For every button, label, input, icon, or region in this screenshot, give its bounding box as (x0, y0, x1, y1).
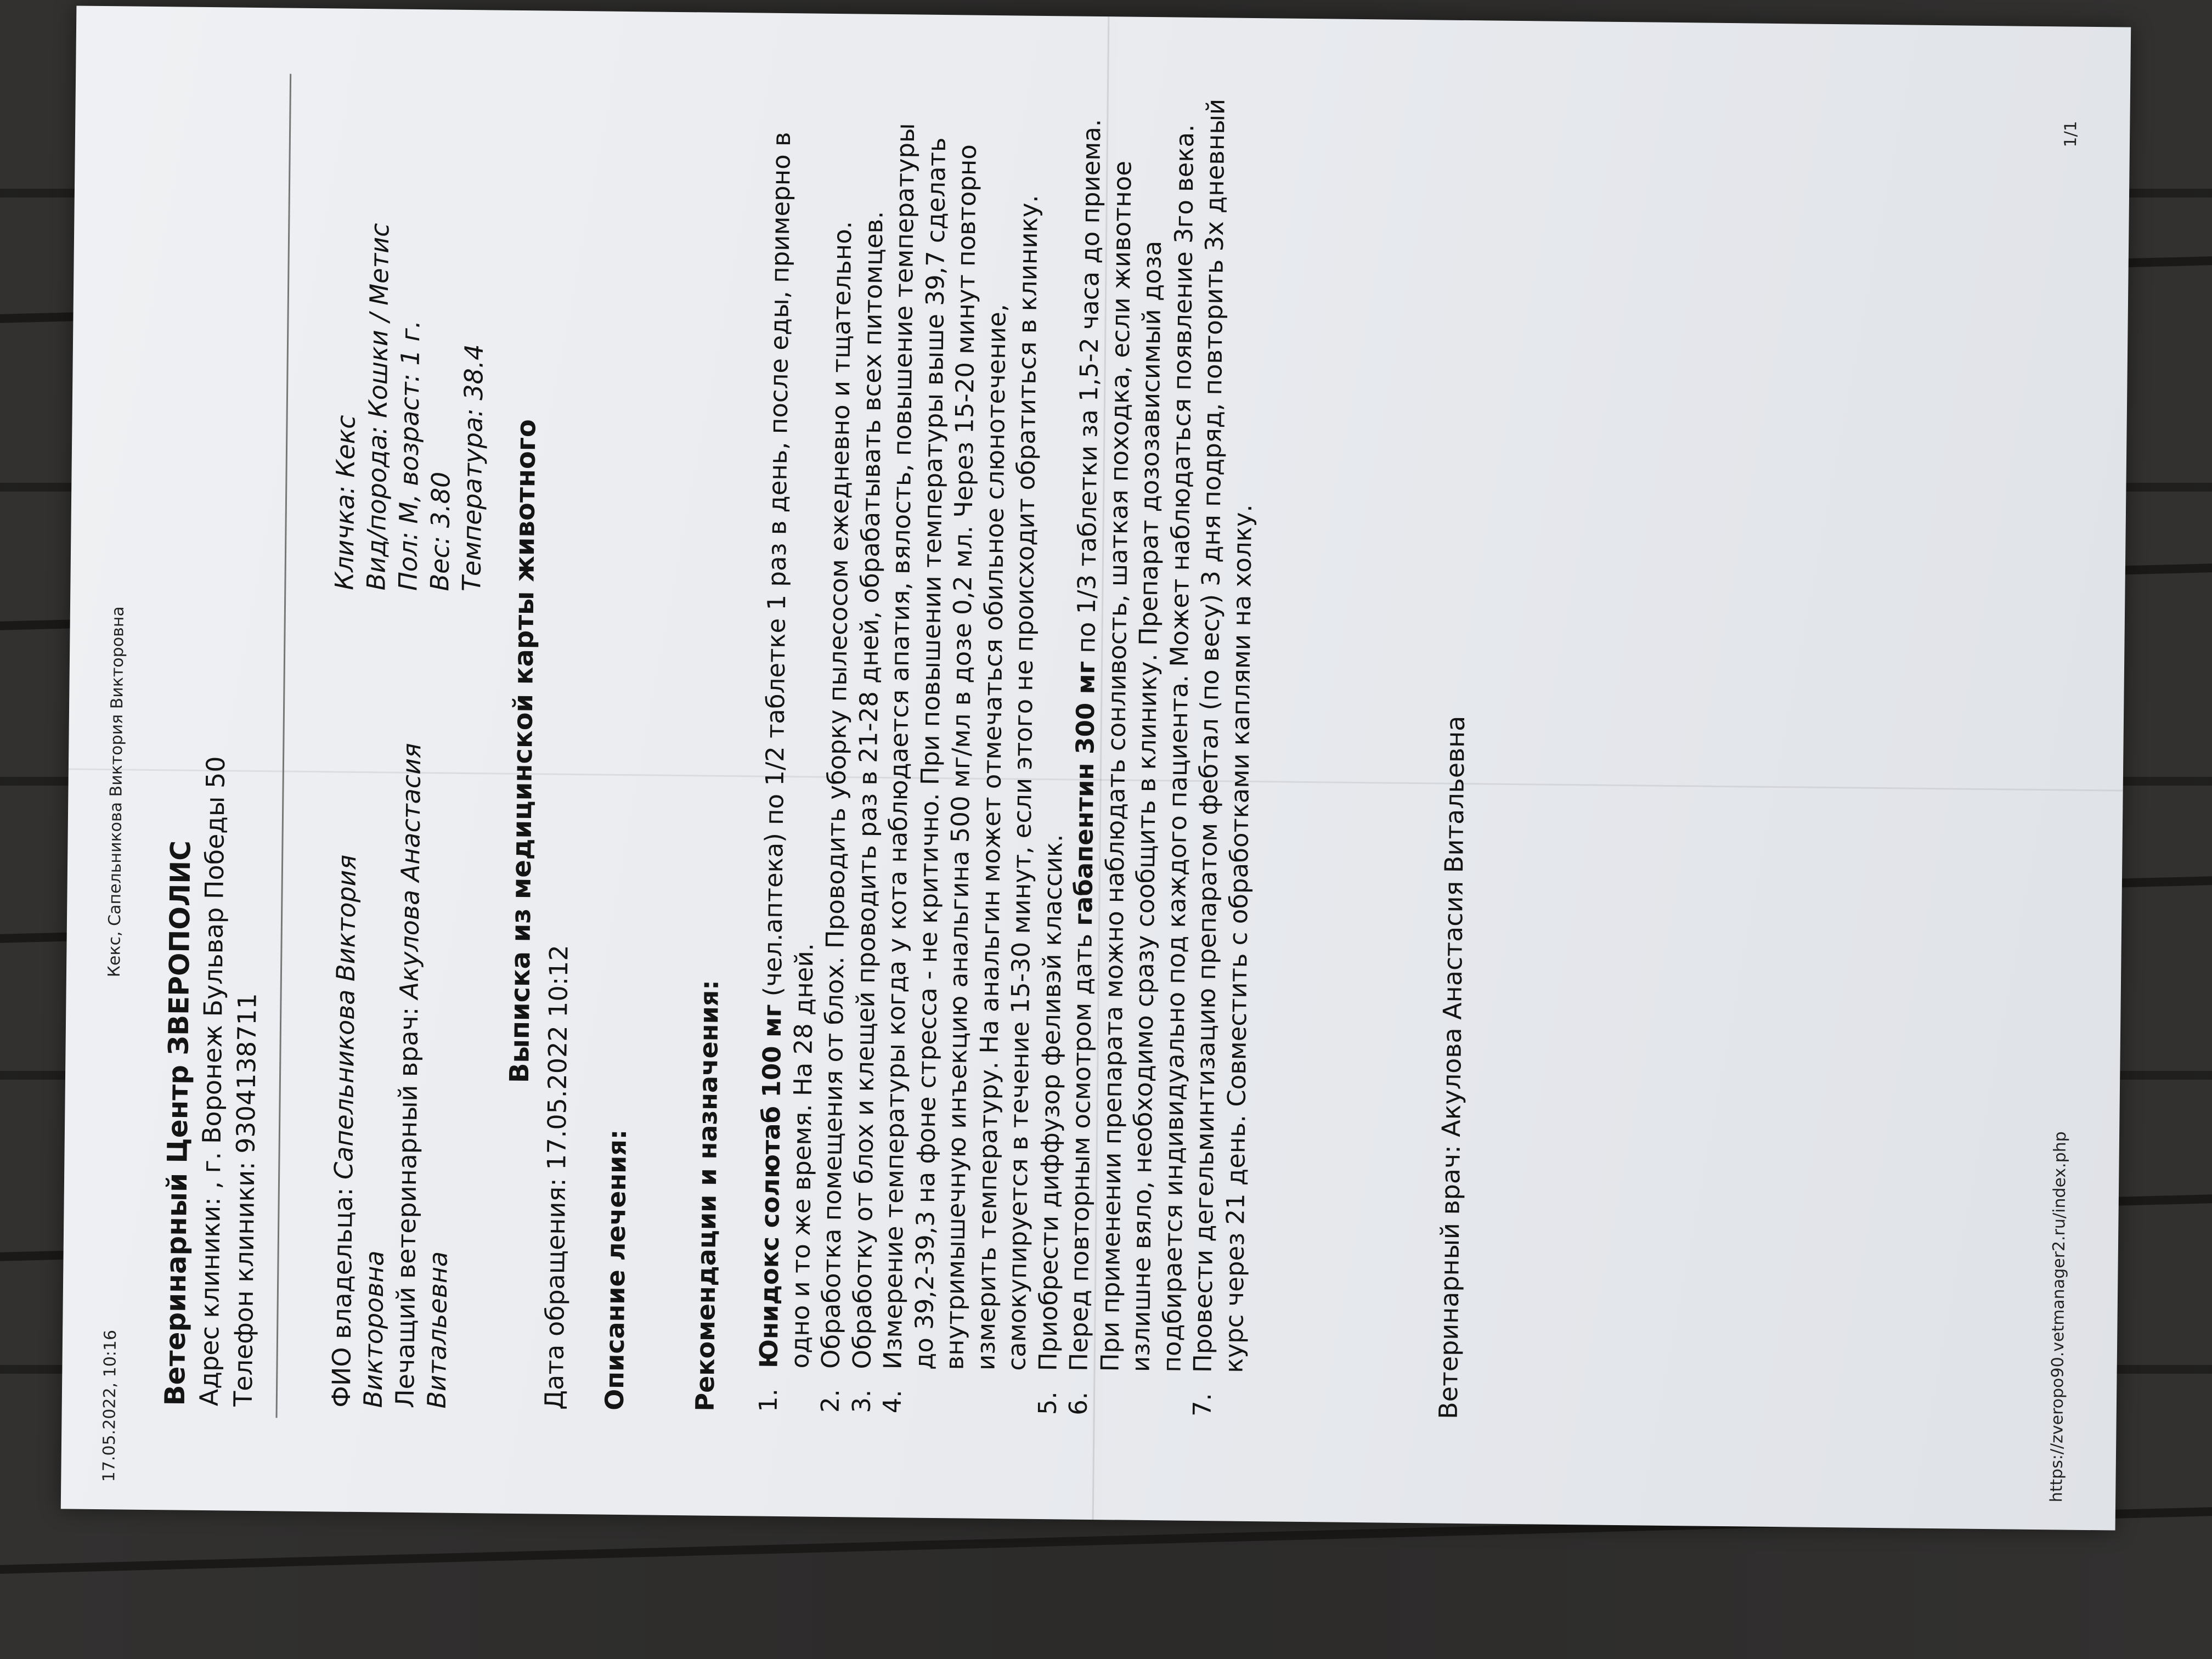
item-text: Провести дегельминтизацию препаратом фебтал (по весу) 3 дня подряд, повторить 3х дневный курс через 21 день. Совместить с обработками каплями на холку. (1188, 98, 1257, 1373)
pet-info (328, 41, 493, 591)
item-text: Измерение температуры когда у кота наблюдается апатия, вялость, повышение температуры до 39,2-39,3 на фоне стресса - не критично. При повышении температуры выше 39,7 сделать внутримышечную инъекцию анальгина 500 мг/мл в дозе 0,2 мл. Через 15-20 минут повторно измерить температуру. На анальгин может отмечаться обильное слюнотечение, самокупируется в течение 15-30 минут, если этого не происходит обратиться в клинику. (878, 123, 1043, 1371)
treatment-heading: Описание лечения: (599, 1129, 633, 1411)
vet-value-cont: Витальевна (421, 1251, 453, 1409)
vet-signature-line: Ветеринарный врач: Акулова Анастасия Витальевна (1433, 715, 1471, 1420)
vet-value: Акулова Анастасия (394, 743, 427, 1000)
item-text-before: Перед повторным осмотром дать (1064, 926, 1098, 1372)
pet-species: Вид/порода: Кошки / Метис (361, 223, 395, 591)
drug-name: Юнидокс солютаб 100 мг (754, 1004, 787, 1369)
pet-name: Кличка: Кекс (329, 415, 361, 590)
owner-label: ФИО владельца: (326, 1187, 358, 1408)
owner-info (325, 721, 460, 1408)
item-text: Обработку от блох и клещей проводить раз в 21-28 дней, обрабатывать всех питомцев. (847, 211, 889, 1369)
item-text: (чел.аптека) по 1/2 таблетке 1 раз в день, после еды, примерно в одно и то же время. На 28 дней. (758, 132, 819, 1369)
document-title: Выписка из медицинской карты животного (504, 419, 542, 1084)
list-item (877, 86, 1046, 1415)
recommendations-list (753, 84, 1263, 1417)
drug-name: габапентин 300 мг (1068, 661, 1101, 926)
list-item (1063, 88, 1201, 1417)
item-text: Обработка помещения от блох. Проводить уборку пылесосом ежедневно и тщательно. (816, 221, 857, 1369)
item-text: по 1/3 таблетки за 1,5-2 часа до приема. При применении препарата можно наблюдать сонливость, шаткая походка, если животное излишне вяло, необходимо сразу сообщить в клинику. Препарат дозозависимый доза подбирается индивидуально под каждого пациента. Может наблюдаться появление 3го века. (1071, 119, 1199, 1373)
item-number: 7. (1187, 1392, 1217, 1417)
clinic-phone: Телефон клиники: 9304138711 (228, 992, 262, 1407)
item-number: 6. (1063, 1391, 1093, 1416)
vet-label: Лечащий ветеринарный врач: (390, 1007, 424, 1409)
header-divider (276, 74, 292, 1418)
item-number: 4. (877, 1389, 907, 1414)
item-number: 5. (1032, 1391, 1062, 1415)
document-content (77, 6, 2123, 1509)
item-number: 1. (753, 1388, 783, 1413)
pet-temperature: Температура: 38.4 (456, 343, 489, 592)
paper-sheet (61, 5, 2131, 1530)
clinic-name: Ветеринарный Центр ЗВЕРОПОЛИС (159, 840, 197, 1406)
recommendations-heading: Рекомендации и назначения: (690, 979, 724, 1412)
list-item (1187, 89, 1263, 1417)
owner-row (325, 721, 396, 1408)
print-datetime: 17.05.2022, 10:16 (99, 1329, 121, 1482)
pet-weight: Вес: 3.80 (425, 471, 456, 591)
footer-url: https://zveropo90.vetmanager2.ru/index.php (2047, 1131, 2070, 1503)
pet-sex-age: Пол: М, возраст: 1 г. (393, 320, 426, 591)
print-pet-owner: Кекс, Сапельникова Виктория Викторовна (104, 606, 128, 978)
owner-value: Сапельникова Виктория Викторовна (329, 854, 390, 1408)
item-text: Приобрести диффузор феливэй классик. (1032, 834, 1068, 1372)
clinic-address: Адрес клиники: , г. Воронеж Бульвар Победы 50 (194, 756, 231, 1407)
visit-date: Дата обращения: 17.05.2022 10:12 (539, 944, 574, 1410)
item-number: 3. (847, 1389, 876, 1413)
clinic-info (158, 528, 269, 1407)
item-number: 2. (815, 1389, 845, 1413)
footer-page-number: 1/1 (2061, 121, 2081, 148)
